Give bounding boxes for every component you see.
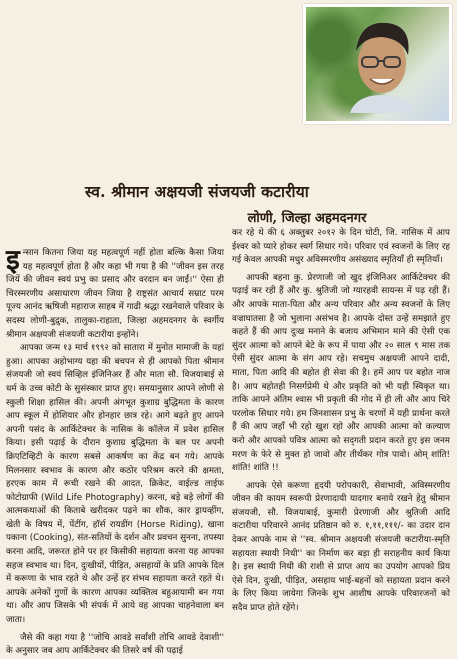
portrait-photo-icon (306, 7, 449, 121)
portrait-photo-frame (303, 4, 452, 124)
left-column (6, 243, 224, 659)
dropcap-letter: इ (6, 243, 20, 276)
left-paragraph-2: आपका जन्म १३ मार्च १९९२ को सातारा में मुनोत मामाजी के यहां हुआ। आपका अहोभाग्य यहा की बचपन से ही आपको पिता श्रीमान संजयजी जो स्वयं सिव्हिल इंजिनिअर हैं और माता सौ. विजयाबाई से धर्म के उच्च कोटी के सुसंस्कार प्राप्त हुए। समयानुसार आपने लोणी से स्कुली शिक्षा हासिल की। अपनी अंगभूत कुशाग्र बुद्धिमता के कारण आप स्कूल में होशियार और होनहार छात्र रहे। आगे बढ़ते हुए आपने अपनी पसंद के आर्किटेक्चर के नासिक के कॉलेज में प्रवेश हासिल किया। इसी पढ़ाई के दौरान कुशाग्र बुद्धिमता के बल पर अपनी क्रिएटिव्हिटी के कारण सबसे आकर्षण का केंद्र बन गये। आपके मिलनसार स्वभाव के कारण और कठोर परिश्रम करने की क्षमता, हरएक काम में रूची रखने की आदत, क्रिकेट, वाईल्ड लाईफ फोटोग्राफी (Wild Life Photography) करना, बड़े बड़े लोगों की आत्मकथाओं की किताबे खरीदकर पढ़ने का शौक, कार ड्रायव्हींग, खेती के विषय में, पेंटींग, हॉर्स रायडींग (Horse Riding), खाना पकाना (Cooking), संत-सतियों के दर्शन और प्रवचन सुनना, तपस्या करना आदि, जरूरत होने पर हर किसीकी सहायता करना यह आपका सहज स्वभाव था। दिन, दुःखीयों, पीड़ित, असहायों के प्रति आपके दिल में करूणा के भाव रहते थे और उन्हें हर संभव सहायता करते रहते थे। आपके अनेकों गुणों के कारण आपका व्यक्तित्व बहुआयामी बन गया था। और आप जिसके भी संपर्क में आये वह आपका चाहनेवाला बन जाता। (6, 343, 224, 626)
deceased-name-heading: स्व. श्रीमान अक्षयजी संजयजी कटारीया (85, 182, 309, 201)
place-heading: लोणी, जिल्हा अहमदनगर (247, 211, 367, 226)
left-paragraph-1 (6, 243, 224, 342)
left-paragraph-3: जैसे की कहा गया है ''जोचि आवडे सर्वांशी तोचि आवडे देवाशी'' के अनुसार जब आप आर्किटेक्चर की तिसरे वर्ष की पढ़ाई (6, 632, 224, 657)
right-paragraph-2: आपकी बहना कु. प्रेरणाजी जो खुद इंजिनिअर आर्किटेक्चर की पढ़ाई कर रही हैं और कु. श्रुतिजी जो ग्यारहवी सायन्स में पढ़ रही हैं। और आपके माता-पिता और अन्य परिवार और अन्य स्वजनों के लिए वज्राघातसा है जो भुलाना असंभव है। आपके दोस्त उन्हें समझाते हुए कहते हैं की आप दुःख मनाने के बजाय अभिमान माने की ऐसी एक सुंदर आत्मा को आपने बेटे के रूप में पाया और २० साल ९ मास तक ऐसी सुंदर आत्मा के संग आप रहे। सचमुच अक्षयजी आपने दादी, माता, पिता आदि की बहोत ही सेवा की है। हमें आप पर बहोत नाज है। आप बहोतही निसर्गप्रेमी थे और प्रकृति को भी यही स्विकृत था। ताकि आपने अंतिम श्वास भी प्रकृती की गोद में ही ली और आप चिरे परलोक सिधार गये। हम जिनशासन प्रभु के चरणों में यही प्रार्थना करते हैं की आप जहाँ भी रहो खुश रहो और आपकी आत्मा को कल्याण करो और आपको पवित्र आत्मा को सद्‌गती प्रदान करते हुए इस जनम मरण के फेरे से मुक्त हो जावो और तीर्थंकर गोत्र पावो। ओम् शांति! शांति! शांति !! (232, 272, 450, 474)
portrait-figure (342, 15, 420, 113)
right-paragraph-3: आपके ऐसे करूणा हृदयी परोपकारी, सेवाभावी, अविस्मरणीय जीवन की कायम स्वरूपी प्रेरणादायी यादगार बनाये रखने हेतु श्रीमान संजयजी, सौ. विजयाबाई, कुमारी प्रेरणाजी और श्रुतिजी आदि कटारीया परिवारने आनंद प्रतिष्ठान को रु. १,११,१११/- का उदार दान देकर आपके नाम से ''स्व. श्रीमान अक्षयजी संजयजी कटारीया-स्मृति सहायता स्थायी निधी'' का निर्माण कर बड़ा ही सराहनीय कार्य किया है। इस स्थायी निधी की राशी से प्राप्त आय का उपयोग आपको प्रिय ऐसे दिन, दुःखी, पीड़ित, असहाय भाई-बहनों को सहायता प्रदान करने के लिए किया जायेगा जिनके शुभ आशीष आपके परिवारजनों को सदैव प्राप्त होते रहेंगे। (232, 480, 450, 614)
left-paragraph-1-text: न्सान कितना जिया यह महत्वपूर्ण नहीं होता बल्कि कैसा जिया यह महत्वपूर्ण होता है और कहा भी गया है की ''जीवन इस तरह जियें की जीवन स्वयं प्रभु का प्रसाद और वरदान बन जाईं।'' ऐसा ही चिरस्मरणीय असाधारण जीवन जिया है राष्ट्रसंत आचार्य सम्राट परम पूज्य आनंद ऋषिजी महाराज साहब में गाढी श्रद्धा रखनेवाले परिवार के सदस्य लोणी-बुद्रुक, तालुका-राहाता, जिल्हा अहमदनगर के स्वर्गीय श्रीमान अक्षयजी संजयजी कटारीया इन्होंने। (6, 248, 224, 340)
right-paragraph-1: कर रहे थे की ६ अक्तुबर २०१२ के दिन घोटी, जि. नासिक में आप ईश्वर को प्यारे होकर स्वर्ग सिधार गये। परिवार एवं स्वजनों के लिए रह गई केवल आपकी मधुर अविस्मरणीय असंख्याद स्मृतियाँ ही स्मृतियाँ। (232, 228, 450, 266)
right-column (232, 227, 450, 616)
